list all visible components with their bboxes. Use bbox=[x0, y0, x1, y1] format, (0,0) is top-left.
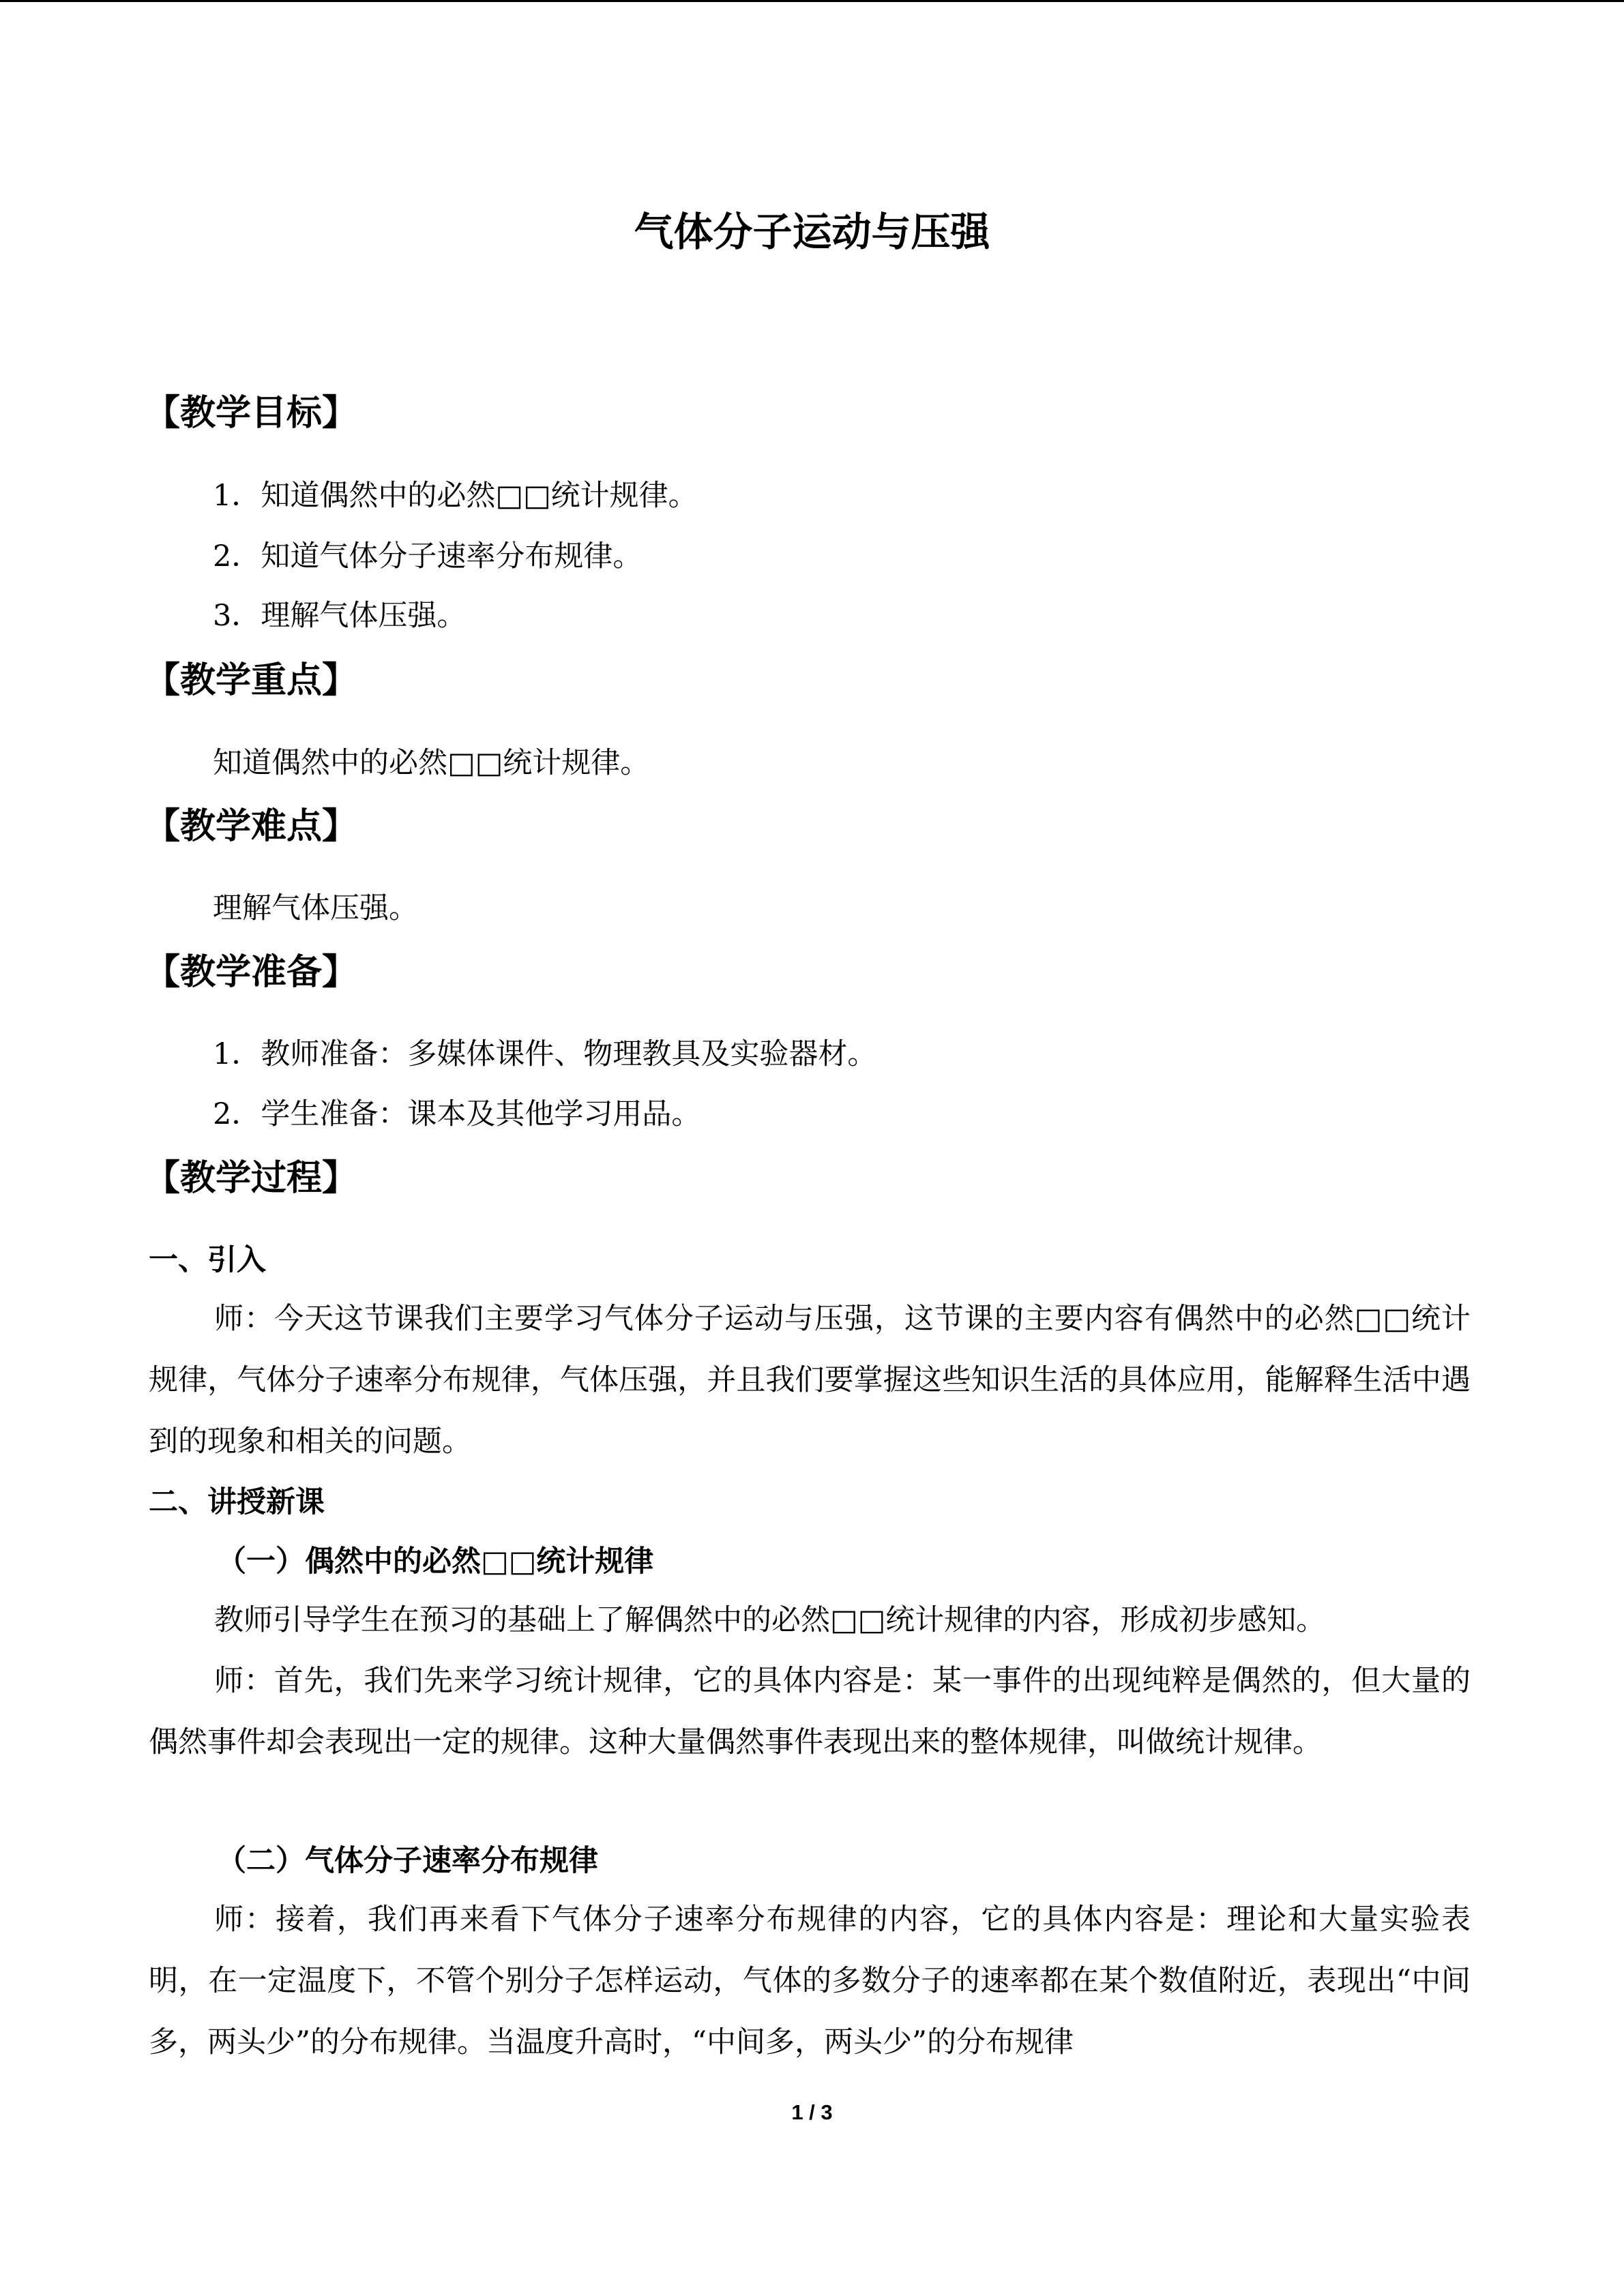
key-point-text: 知道偶然中的必然□□统计规律。 bbox=[213, 746, 650, 780]
section-1-paragraph-1: 教师引导学生在预习的基础上了解偶然中的必然□□统计规律的内容，形成初步感知。 bbox=[214, 1603, 1326, 1637]
process-heading: 【教学过程】 bbox=[145, 1158, 358, 1199]
intro-paragraph: 师：今天这节课我们主要学习气体分子运动与压强，这节课的主要内容有偶然中的必然□□统计规律，气体分子速率分布规律，气体压强，并且我们要掌握这些知识生活的具体应用，能解释生活中遇到的现象和相关的问题。 bbox=[149, 1302, 1471, 1459]
new-lesson-title: 二、讲授新课 bbox=[149, 1485, 325, 1519]
document-title: 气体分子运动与压强 bbox=[634, 209, 990, 255]
preparation-item: 1．教师准备：多媒体课件、物理教具及实验器材。 bbox=[213, 1037, 877, 1071]
section-2-title: （二）气体分子速率分布规律 bbox=[217, 1844, 598, 1878]
objectives-heading: 【教学目标】 bbox=[145, 393, 358, 434]
top-border-line bbox=[0, 0, 1624, 2]
preparation-item: 2．学生准备：课本及其他学习用品。 bbox=[213, 1097, 701, 1131]
preparation-heading: 【教学准备】 bbox=[145, 952, 358, 993]
objective-item: 1．知道偶然中的必然□□统计规律。 bbox=[213, 479, 698, 513]
key-point-heading: 【教学重点】 bbox=[145, 660, 358, 701]
difficulty-text: 理解气体压强。 bbox=[213, 891, 418, 925]
section-1-title: （一）偶然中的必然□□统计规律 bbox=[217, 1545, 654, 1579]
section-1-paragraph-2: 师：首先，我们先来学习统计规律，它的具体内容是：某一事件的出现纯粹是偶然的，但大量的偶然事件却会表现出一定的规律。这种大量偶然事件表现出来的整体规律，叫做统计规律。 bbox=[149, 1664, 1471, 1759]
section-2-paragraph-1: 师：接着，我们再来看下气体分子速率分布规律的内容，它的具体内容是：理论和大量实验表明，在一定温度下，不管个别分子怎样运动，气体的多数分子的速率都在某个数值附近，表现出“中间多，两头少”的分布规律。当温度升高时，“中间多，两头少”的分布规律 bbox=[149, 1903, 1471, 2059]
objective-item: 2．知道气体分子速率分布规律。 bbox=[213, 539, 643, 573]
difficulty-heading: 【教学难点】 bbox=[145, 806, 358, 847]
intro-title: 一、引入 bbox=[149, 1243, 266, 1277]
objective-item: 3．理解气体压强。 bbox=[213, 599, 467, 633]
page-number: 1 / 3 bbox=[791, 2100, 833, 2124]
